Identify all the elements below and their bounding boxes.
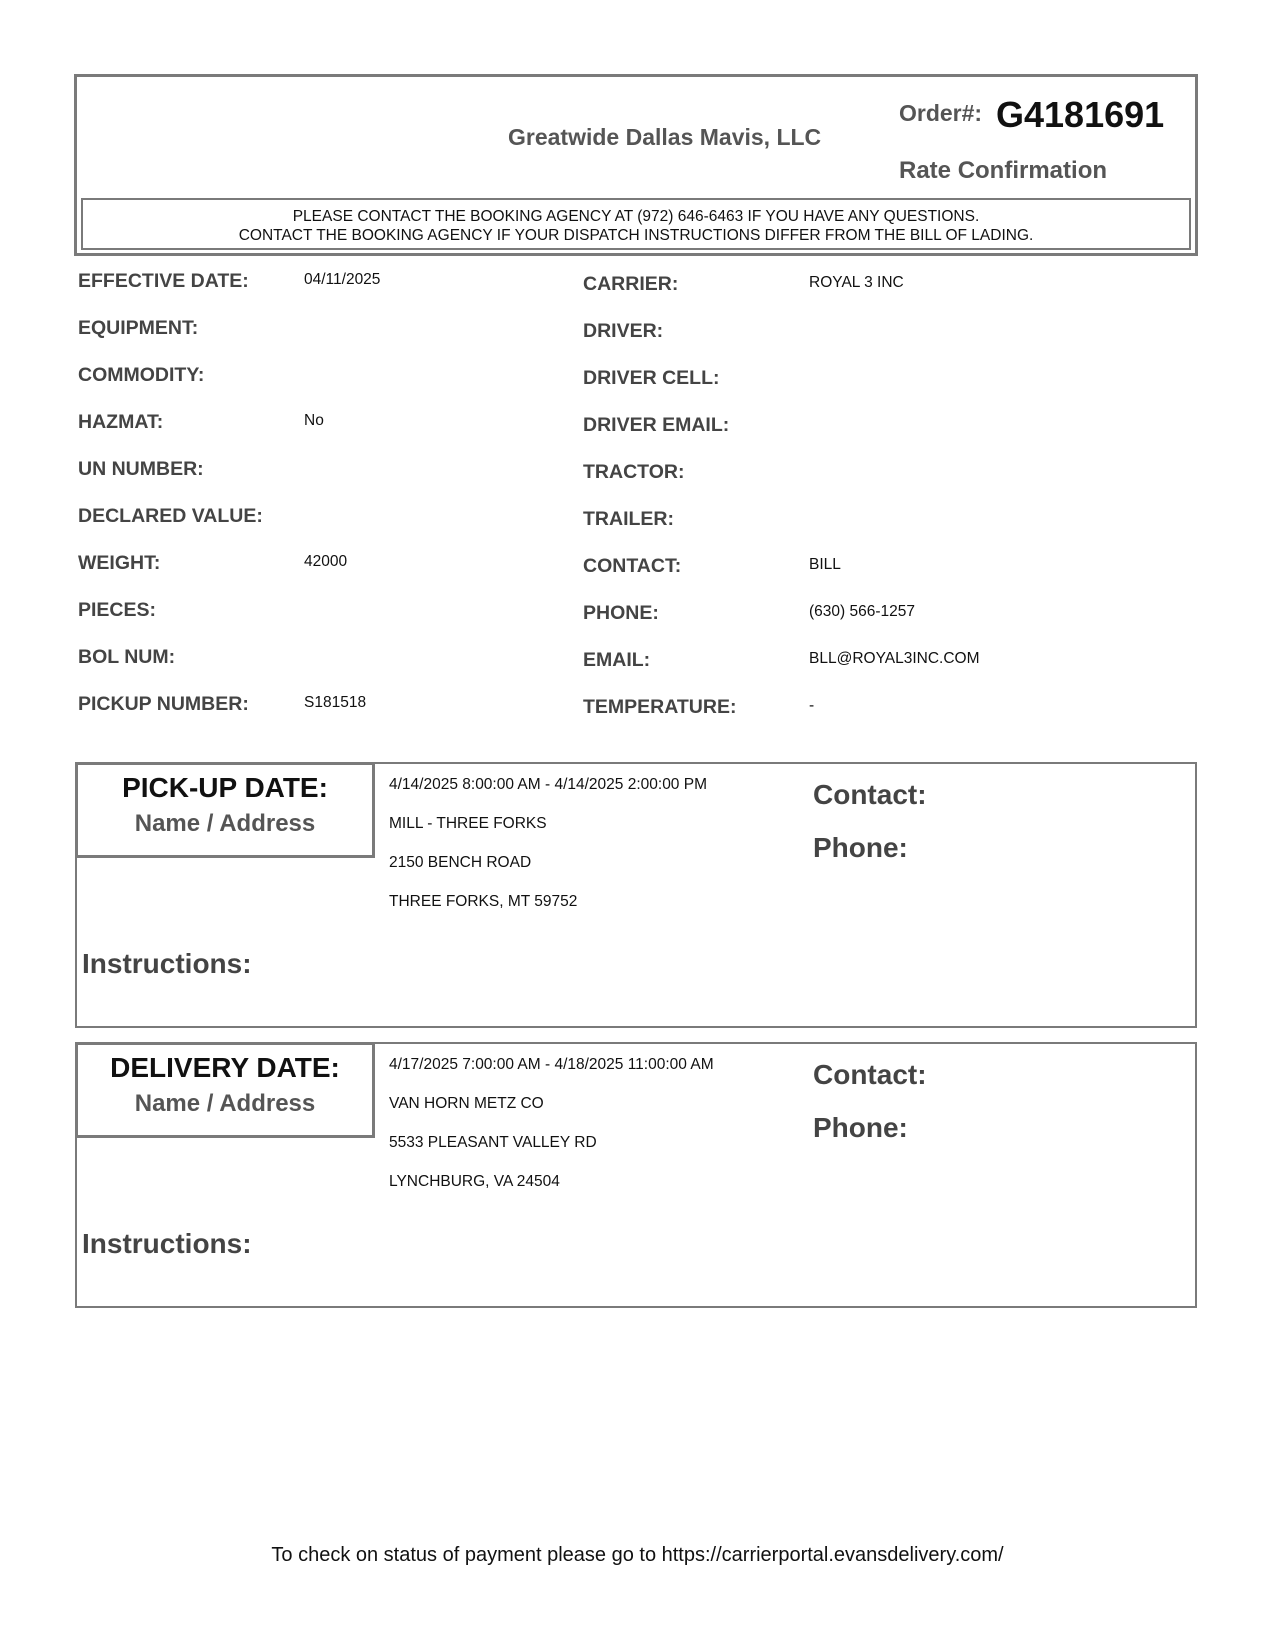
field-value: (630) 566-1257 [809, 603, 915, 620]
order-number: G4181691 [996, 94, 1165, 135]
delivery-contact-label: Contact: [813, 1059, 927, 1090]
notice-line-1: PLEASE CONTACT THE BOOKING AGENCY AT (972) 646-6463 IF YOU HAVE ANY QUESTIONS. [292, 208, 980, 225]
pickup-city: THREE FORKS, MT 59752 [389, 893, 578, 910]
field-label: TRAILER: [583, 508, 674, 530]
field-value: 04/11/2025 [304, 271, 381, 288]
delivery-date-range: 4/17/2025 7:00:00 AM - 4/18/2025 11:00:00 AM [389, 1056, 714, 1073]
delivery-title: DELIVERY DATE: [110, 1052, 340, 1083]
field-label: TEMPERATURE: [583, 696, 737, 718]
field-label: COMMODITY: [78, 364, 205, 386]
field-label: DRIVER CELL: [583, 367, 720, 389]
company-name: Greatwide Dallas Mavis, LLC [508, 124, 822, 150]
field-label: DECLARED VALUE: [78, 505, 263, 527]
field-label: TRACTOR: [583, 461, 685, 483]
field-label: CARRIER: [583, 273, 679, 295]
pickup-name: MILL - THREE FORKS [389, 815, 547, 832]
document-title: Rate Confirmation [899, 157, 1108, 184]
pickup-subtitle: Name / Address [134, 810, 316, 837]
pickup-title: PICK-UP DATE: [122, 772, 328, 803]
pickup-date-range: 4/14/2025 8:00:00 AM - 4/14/2025 2:00:00 PM [389, 776, 707, 793]
field-label: EFFECTIVE DATE: [78, 270, 249, 292]
pickup-phone-label: Phone: [813, 832, 908, 863]
field-value: BLL@ROYAL3INC.COM [809, 650, 980, 667]
field-value: S181518 [304, 694, 367, 711]
delivery-subtitle: Name / Address [134, 1090, 316, 1117]
field-label: WEIGHT: [78, 552, 161, 574]
pickup-instructions-label: Instructions: [82, 948, 252, 979]
pickup-contact-label: Contact: [813, 779, 927, 810]
field-value: No [304, 412, 324, 429]
field-value: BILL [809, 556, 841, 573]
field-label: PIECES: [78, 599, 157, 621]
order-label: Order#: [899, 100, 983, 126]
pickup-header [75, 762, 375, 858]
notice-box [81, 198, 1191, 250]
field-label: HAZMAT: [78, 411, 164, 433]
field-label: UN NUMBER: [78, 458, 204, 480]
pickup-street: 2150 BENCH ROAD [389, 854, 532, 871]
delivery-city: LYNCHBURG, VA 24504 [389, 1173, 560, 1190]
delivery-instructions-label: Instructions: [82, 1228, 252, 1259]
delivery-name: VAN HORN METZ CO [389, 1095, 544, 1112]
field-label: PHONE: [583, 602, 659, 624]
field-label: DRIVER: [583, 320, 664, 342]
field-label: CONTACT: [583, 555, 682, 577]
field-label: EQUIPMENT: [78, 317, 199, 339]
payment-status-note: To check on status of payment please go to https://carrierportal.evansdelivery.com/ [271, 1544, 1004, 1566]
field-value: ROYAL 3 INC [809, 274, 904, 291]
notice-line-2: CONTACT THE BOOKING AGENCY IF YOUR DISPATCH INSTRUCTIONS DIFFER FROM THE BILL OF LADING. [238, 227, 1034, 244]
field-label: EMAIL: [583, 649, 651, 671]
field-value: - [809, 697, 815, 714]
field-value: 42000 [304, 553, 348, 570]
field-label: BOL NUM: [78, 646, 176, 668]
delivery-header [75, 1042, 375, 1138]
delivery-street: 5533 PLEASANT VALLEY RD [389, 1134, 597, 1151]
field-label: DRIVER EMAIL: [583, 414, 730, 436]
delivery-phone-label: Phone: [813, 1112, 908, 1143]
field-label: PICKUP NUMBER: [78, 693, 249, 715]
